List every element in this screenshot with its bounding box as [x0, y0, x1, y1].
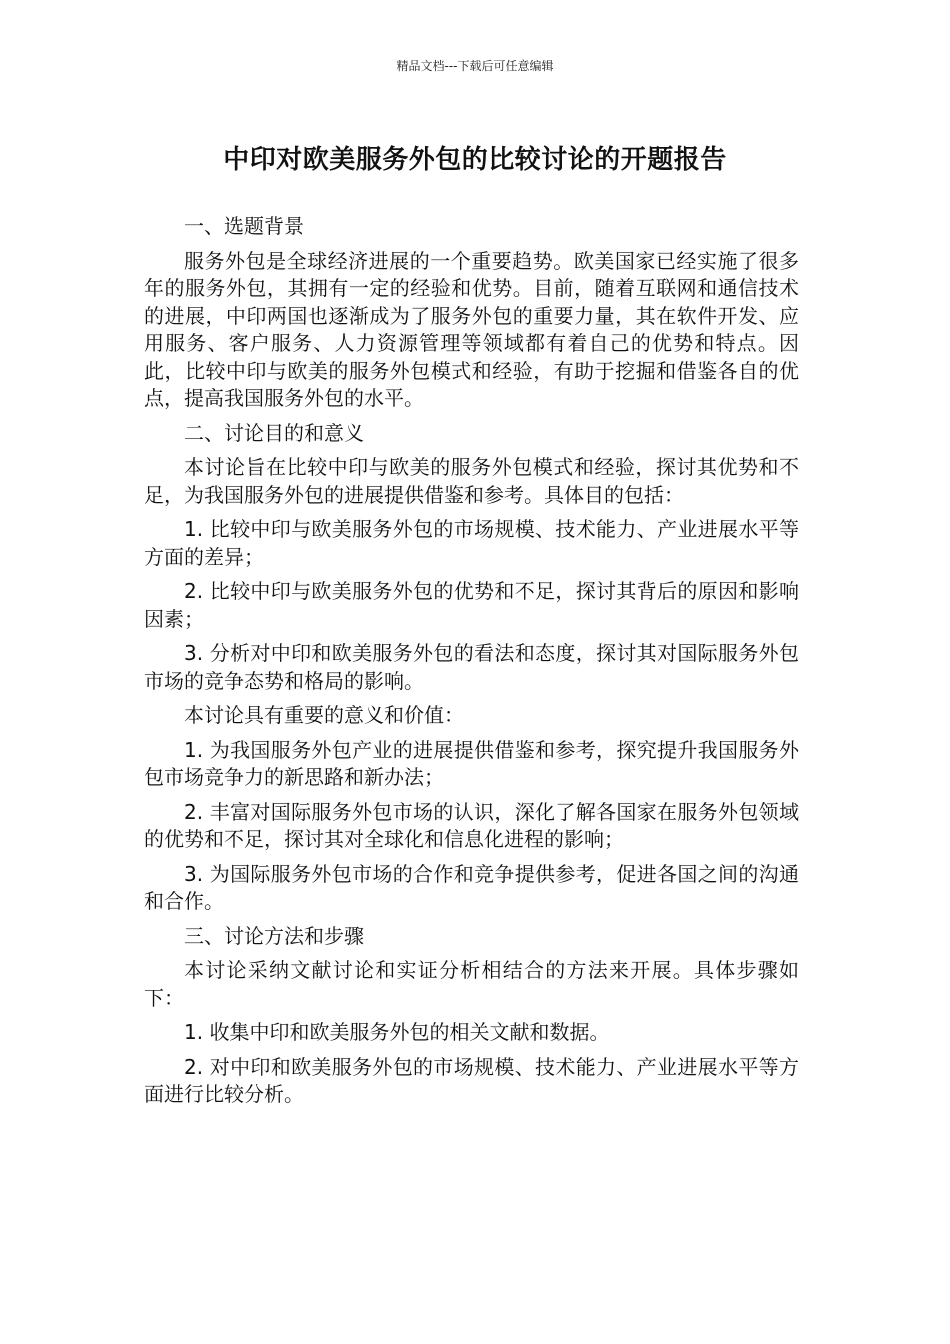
paragraph-purpose-intro: 本讨论旨在比较中印与欧美的服务外包模式和经验，探讨其优势和不足，为我国服务外包的进展提供借鉴和参考。具体目的包括： [144, 455, 799, 507]
section-heading-methods: 三、讨论方法和步骤 [184, 923, 364, 948]
list-item-significance-2: 2. 丰富对国际服务外包市场的认识，深化了解各国家在服务外包领域的优势和不足，探讨其对全球化和信息化进程的影响； [144, 799, 799, 851]
list-item-step-1: 1. 收集中印和欧美服务外包的相关文献和数据。 [184, 1020, 610, 1044]
paragraph-background: 服务外包是全球经济进展的一个重要趋势。欧美国家已经实施了很多年的服务外包，其拥有一定的经验和优势。目前，随着互联网和通信技术的进展，中印两国也逐渐成为了服务外包的重要力量，其在软件开发、应用服务、客户服务、人力资源管理等领域都有着自己的优势和特点。因此，比较中印与欧美的服务外包模式和经验，有助于挖掘和借鉴各自的优点，提高我国服务外包的水平。 [144, 248, 799, 410]
list-item-step-2: 2. 对中印和欧美服务外包的市场规模、技术能力、产业进展水平等方面进行比较分析。 [144, 1054, 799, 1106]
list-item-purpose-3: 3. 分析对中印和欧美服务外包的看法和态度，探讨其对国际服务外包市场的竞争态势和格局的影响。 [144, 641, 799, 693]
list-item-purpose-2: 2. 比较中印与欧美服务外包的优势和不足，探讨其背后的原因和影响因素； [144, 579, 799, 631]
header-note: 精品文档---下载后可任意编辑 [396, 59, 554, 73]
section-heading-background: 一、选题背景 [184, 214, 304, 238]
list-item-significance-1: 1. 为我国服务外包产业的进展提供借鉴和参考，探究提升我国服务外包市场竞争力的新思路和新办法； [144, 737, 799, 789]
list-item-purpose-1: 1. 比较中印与欧美服务外包的市场规模、技术能力、产业进展水平等方面的差异； [144, 517, 799, 569]
paragraph-methods-intro: 本讨论采纳文献讨论和实证分析相结合的方法来开展。具体步骤如下： [144, 958, 799, 1010]
section-heading-purpose: 二、讨论目的和意义 [184, 420, 364, 445]
list-item-significance-3: 3. 为国际服务外包市场的合作和竞争提供参考，促进各国之间的沟通和合作。 [144, 861, 799, 913]
document-title: 中印对欧美服务外包的比较讨论的开题报告 [223, 145, 727, 175]
document-body [144, 213, 799, 1116]
paragraph-significance-intro: 本讨论具有重要的意义和价值： [184, 703, 464, 727]
